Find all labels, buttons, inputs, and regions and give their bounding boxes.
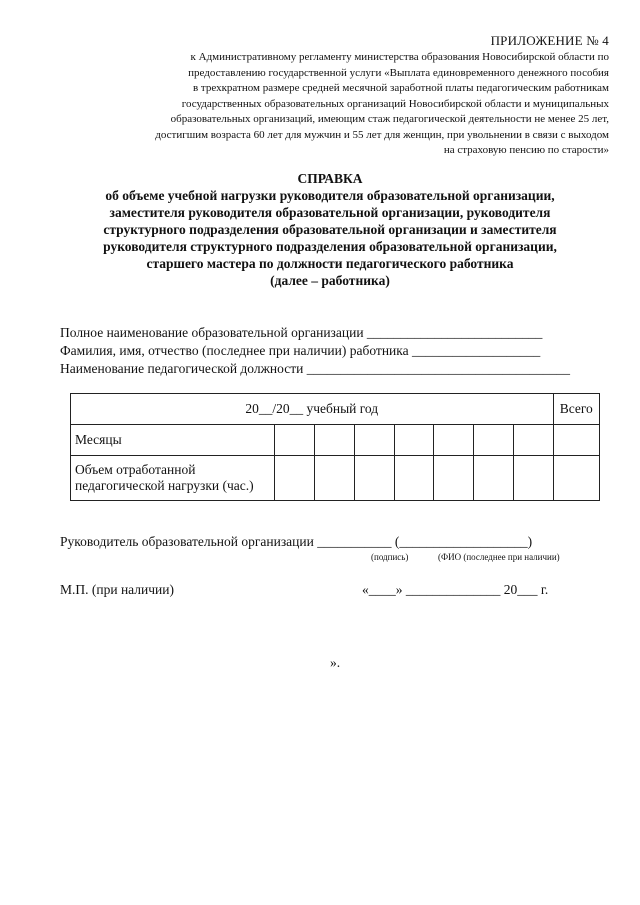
title-line: старшего мастера по должности педагогического работника: [146, 256, 514, 271]
load-label-line: Объем отработанной: [75, 462, 196, 477]
month-cell[interactable]: [474, 425, 514, 456]
appendix-description: [60, 50, 609, 159]
name-hint: (ФИО (последнее при наличии): [438, 552, 560, 562]
table-row: [71, 456, 600, 501]
appendix-line: образовательных организаций, имеющим стаж педагогической деятельности не менее 25 лет,: [170, 113, 609, 125]
appendix-line: достигшим возраста 60 лет для мужчин и 55 лет для женщин, при увольнении в связи с выходом: [155, 128, 609, 141]
month-cell[interactable]: [354, 425, 394, 456]
org-name-field[interactable]: Полное наименование образовательной организации __________________________: [60, 325, 543, 340]
title-line: заместителя руководителя образовательной организации, руководителя: [109, 205, 551, 220]
signature-line[interactable]: Руководитель образовательной организации ___________ (___________________): [60, 534, 533, 549]
table-header-row: [71, 394, 600, 425]
load-cell[interactable]: [275, 456, 315, 501]
month-cell[interactable]: [513, 425, 553, 456]
title-line: структурного подразделения образовательной организации и заместителя: [103, 222, 557, 237]
load-label-line: педагогической нагрузки (час.): [75, 478, 254, 493]
title-line: (далее – работника): [270, 273, 390, 288]
date-field[interactable]: «____» ______________ 20___ г.: [362, 582, 549, 597]
load-label: [71, 456, 275, 501]
stamp-label: М.П. (при наличии): [60, 582, 174, 597]
month-cell[interactable]: [394, 425, 434, 456]
month-cell[interactable]: [434, 425, 474, 456]
load-cell[interactable]: [434, 456, 474, 501]
load-cell[interactable]: [354, 456, 394, 501]
title-line: руководителя структурного подразделения образовательной организации,: [103, 239, 557, 254]
appendix-line: предоставлению государственной услуги «Выплата единовременного денежного пособия: [188, 66, 609, 79]
appendix-line: в трехкратном размере средней месячной заработной платы педагогическим работникам: [192, 82, 609, 94]
total-header: Всего: [553, 394, 600, 425]
table-row: [71, 425, 600, 456]
appendix-line: к Административному регламенту министерства образования Новосибирской области по: [190, 51, 609, 63]
load-cell[interactable]: [513, 456, 553, 501]
appendix-title: ПРИЛОЖЕНИЕ № 4: [490, 33, 609, 48]
closing-quote: ».: [330, 655, 341, 670]
month-cell[interactable]: [275, 425, 315, 456]
academic-year-header: 20__/20__ учебный год: [71, 394, 554, 425]
appendix-line: государственных образовательных организаций Новосибирской области и муниципальных: [181, 97, 609, 110]
load-cell[interactable]: [394, 456, 434, 501]
months-label: Месяцы: [71, 425, 275, 456]
load-table: [70, 393, 600, 501]
title-line: СПРАВКА: [297, 171, 363, 186]
full-name-field[interactable]: Фамилия, имя, отчество (последнее при наличии) работника ___________________: [60, 343, 541, 358]
load-cell[interactable]: [315, 456, 355, 501]
title-line: об объеме учебной нагрузки руководителя образовательной организации,: [105, 188, 555, 203]
total-cell[interactable]: [553, 425, 600, 456]
document-title: [60, 170, 600, 289]
load-cell[interactable]: [474, 456, 514, 501]
signature-hint: (подпись): [371, 552, 409, 562]
month-cell[interactable]: [315, 425, 355, 456]
total-cell[interactable]: [553, 456, 600, 501]
appendix-line: на страховую пенсию по старости»: [443, 144, 609, 156]
position-field[interactable]: Наименование педагогической должности _______________________________________: [60, 361, 570, 376]
